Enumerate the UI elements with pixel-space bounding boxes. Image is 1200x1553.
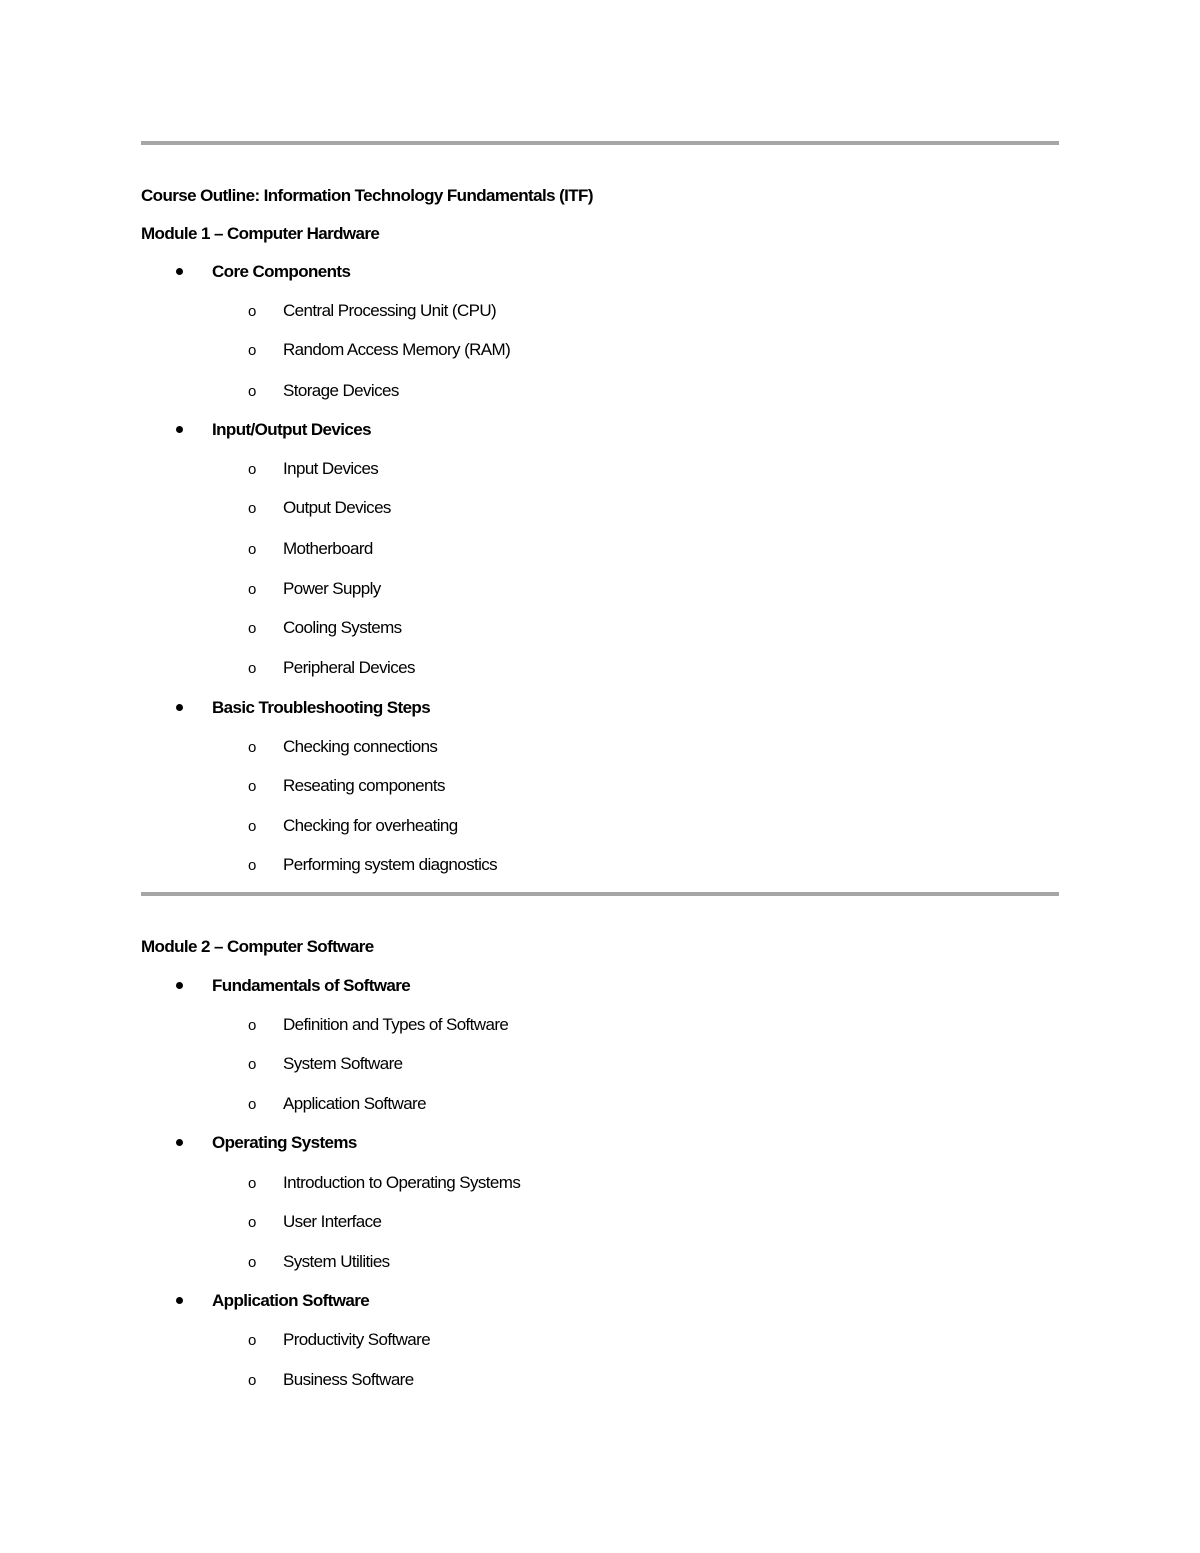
course-title: Course Outline: Information Technology Fundamentals (ITF) bbox=[141, 186, 593, 205]
list-item: Checking connections bbox=[283, 737, 438, 756]
module-1-heading: Module 1 – Computer Hardware bbox=[141, 224, 380, 243]
list-item: Checking for overheating bbox=[283, 816, 458, 835]
topic-operating-systems: Operating Systems bbox=[212, 1133, 357, 1152]
circle-bullet-icon: o bbox=[248, 342, 257, 359]
list-item: Motherboard bbox=[283, 539, 373, 558]
list-item: Output Devices bbox=[283, 498, 391, 517]
circle-bullet-icon: o bbox=[248, 1096, 257, 1113]
list-item: User Interface bbox=[283, 1212, 382, 1231]
list-item: Definition and Types of Software bbox=[283, 1015, 509, 1034]
topic-application-software: Application Software bbox=[212, 1291, 370, 1310]
circle-bullet-icon: o bbox=[248, 778, 257, 795]
list-item: Input Devices bbox=[283, 459, 379, 478]
list-item: Random Access Memory (RAM) bbox=[283, 340, 511, 359]
circle-bullet-icon: o bbox=[248, 1214, 257, 1231]
circle-bullet-icon: o bbox=[248, 660, 257, 677]
circle-bullet-icon: o bbox=[248, 818, 257, 835]
top-divider bbox=[141, 141, 1059, 145]
bullet-icon bbox=[176, 982, 183, 989]
list-item: Productivity Software bbox=[283, 1330, 431, 1349]
topic-core-components: Core Components bbox=[212, 262, 351, 281]
topic-basic-troubleshooting: Basic Troubleshooting Steps bbox=[212, 698, 431, 717]
list-item: Business Software bbox=[283, 1370, 414, 1389]
bullet-icon bbox=[176, 426, 183, 433]
list-item: System Utilities bbox=[283, 1252, 390, 1271]
circle-bullet-icon: o bbox=[248, 1056, 257, 1073]
bullet-icon bbox=[176, 1139, 183, 1146]
list-item: Power Supply bbox=[283, 579, 381, 598]
circle-bullet-icon: o bbox=[248, 500, 257, 517]
list-item: Performing system diagnostics bbox=[283, 855, 498, 874]
circle-bullet-icon: o bbox=[248, 541, 257, 558]
circle-bullet-icon: o bbox=[248, 1175, 257, 1192]
list-item: Cooling Systems bbox=[283, 618, 402, 637]
section-divider bbox=[141, 892, 1059, 896]
list-item: Reseating components bbox=[283, 776, 445, 795]
circle-bullet-icon: o bbox=[248, 1332, 257, 1349]
list-item: Peripheral Devices bbox=[283, 658, 415, 677]
circle-bullet-icon: o bbox=[248, 1372, 257, 1389]
circle-bullet-icon: o bbox=[248, 857, 257, 874]
circle-bullet-icon: o bbox=[248, 739, 257, 756]
list-item: Application Software bbox=[283, 1094, 426, 1113]
list-item: Introduction to Operating Systems bbox=[283, 1173, 521, 1192]
bullet-icon bbox=[176, 268, 183, 275]
circle-bullet-icon: o bbox=[248, 1254, 257, 1271]
topic-input-output-devices: Input/Output Devices bbox=[212, 420, 371, 439]
list-item: System Software bbox=[283, 1054, 403, 1073]
list-item: Storage Devices bbox=[283, 381, 399, 400]
circle-bullet-icon: o bbox=[248, 383, 257, 400]
bullet-icon bbox=[176, 704, 183, 711]
circle-bullet-icon: o bbox=[248, 620, 257, 637]
circle-bullet-icon: o bbox=[248, 461, 257, 478]
module-2-heading: Module 2 – Computer Software bbox=[141, 937, 374, 956]
circle-bullet-icon: o bbox=[248, 1017, 257, 1034]
bullet-icon bbox=[176, 1297, 183, 1304]
circle-bullet-icon: o bbox=[248, 581, 257, 598]
circle-bullet-icon: o bbox=[248, 303, 257, 320]
list-item: Central Processing Unit (CPU) bbox=[283, 301, 497, 320]
topic-fundamentals-of-software: Fundamentals of Software bbox=[212, 976, 411, 995]
